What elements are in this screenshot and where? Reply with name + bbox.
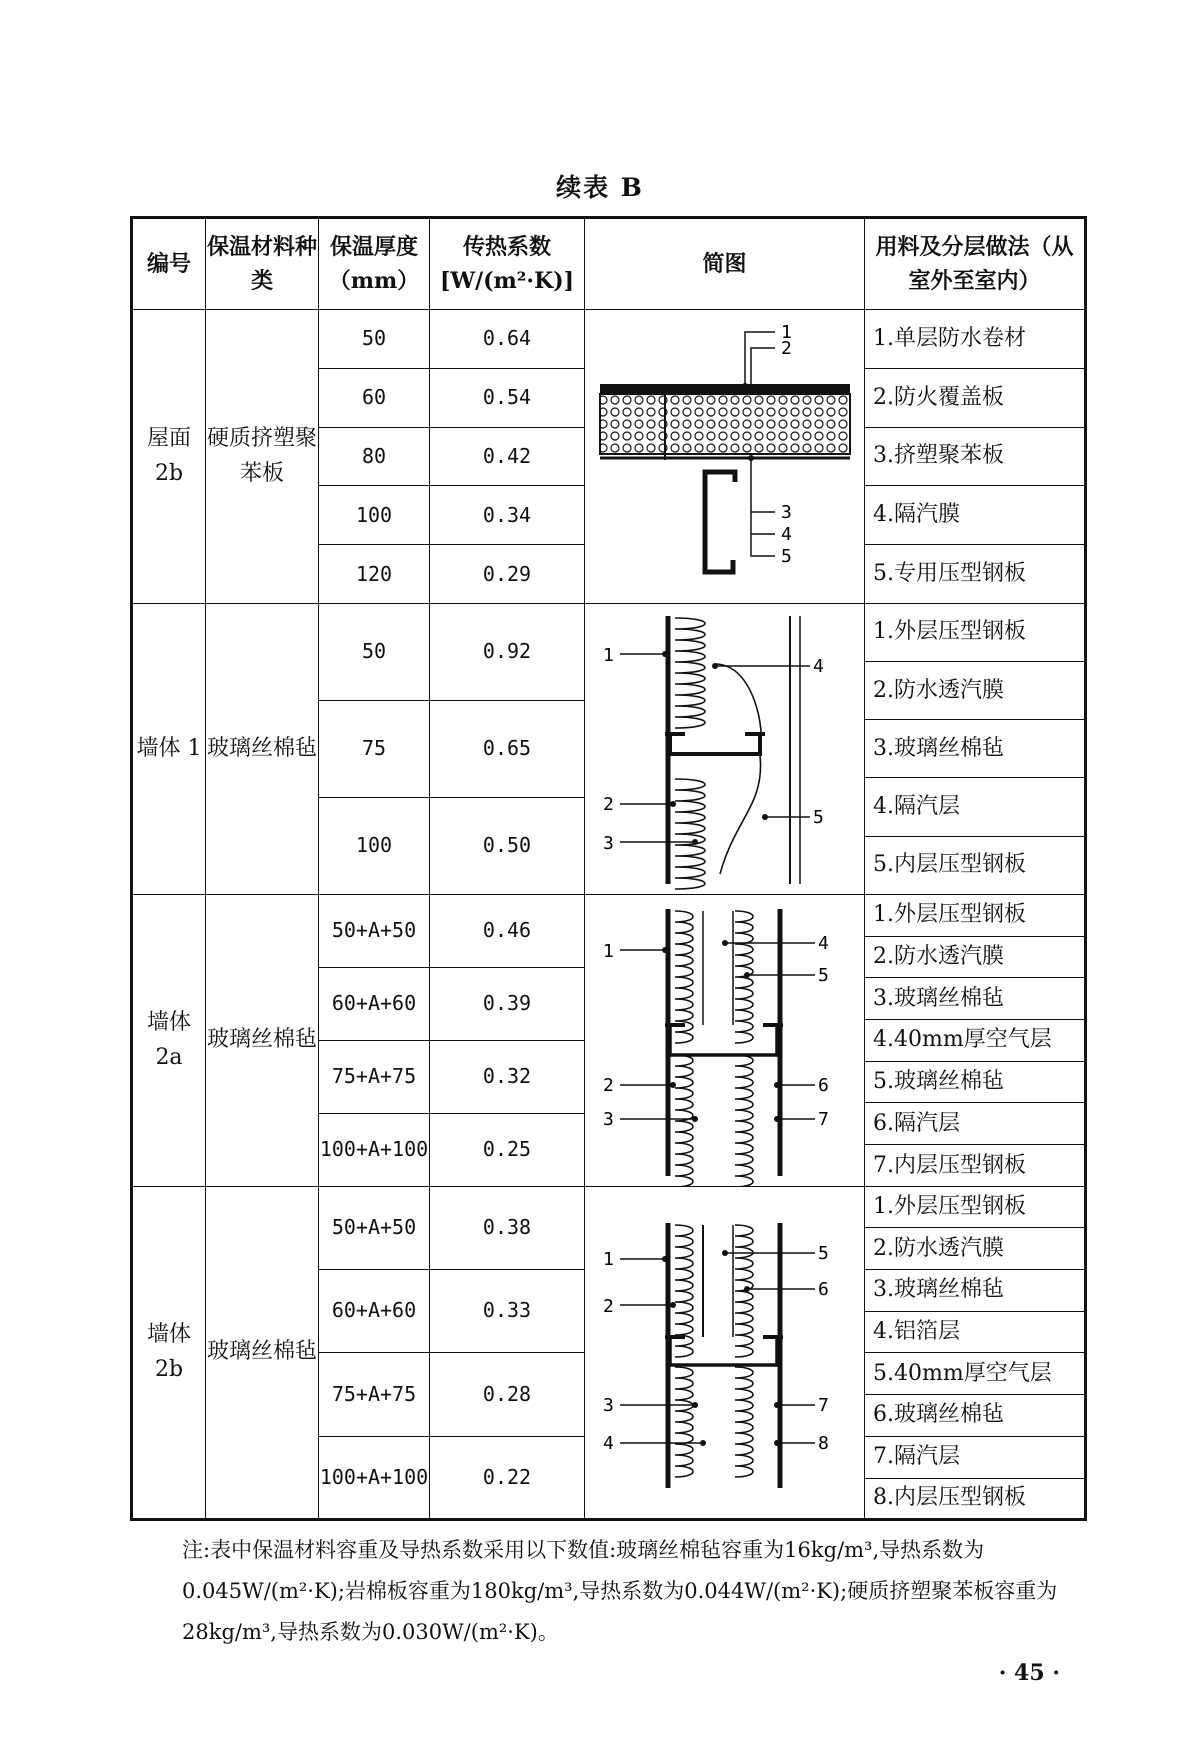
layer-item: 6.隔汽层 (865, 1103, 1086, 1145)
layer-item: 7.隔汽层 (865, 1436, 1086, 1478)
group-material: 玻璃丝棉毡 (206, 895, 319, 1187)
layer-item: 5.专用压型钢板 (865, 545, 1086, 604)
figure-label: 2 (603, 794, 614, 815)
thickness-cell: 75 (319, 700, 430, 797)
layer-item: 5.40mm厚空气层 (865, 1353, 1086, 1395)
figure-label: 6 (818, 1075, 829, 1096)
table-row (132, 604, 1086, 623)
figure-cell (585, 310, 865, 604)
layer-item: 2.防水透汽膜 (865, 1228, 1086, 1269)
thickness-cell: 50 (319, 310, 430, 369)
figure-label: 5 (818, 965, 829, 986)
figure-label: 4 (781, 524, 792, 545)
figure-label: 1 (781, 322, 792, 343)
group-id: 屋面 2b (132, 310, 206, 604)
thickness-cell: 100 (319, 486, 430, 545)
figure-label: 5 (818, 1243, 829, 1264)
figure-label: 4 (818, 933, 829, 954)
header-layers: 用料及分层做法（从室外至室内） (865, 218, 1086, 310)
coef-cell: 0.65 (430, 700, 585, 797)
thickness-cell: 100+A+100 (319, 1436, 430, 1519)
layer-item: 5.内层压型钢板 (865, 836, 1086, 894)
layer-item: 8.内层压型钢板 (865, 1478, 1086, 1519)
page-number: · 45 · (998, 1660, 1060, 1686)
layer-item: 1.外层压型钢板 (865, 895, 1086, 937)
figure-label: 2 (603, 1075, 614, 1096)
figure-label: 1 (603, 1249, 614, 1270)
figure-label: 3 (781, 502, 792, 523)
thickness-cell: 100 (319, 797, 430, 894)
table-row (132, 310, 1086, 369)
thickness-cell: 75+A+75 (319, 1040, 430, 1113)
figure-label: 1 (603, 941, 614, 962)
layer-item: 2.防火覆盖板 (865, 368, 1086, 427)
coef-cell: 0.25 (430, 1113, 585, 1186)
coef-cell: 0.42 (430, 427, 585, 486)
header-thickness: 保温厚度（mm） (319, 218, 430, 310)
layer-item: 1.单层防水卷材 (865, 310, 1086, 369)
coef-cell: 0.22 (430, 1436, 585, 1519)
header-figure: 简图 (585, 218, 865, 310)
figure-label: 5 (813, 807, 824, 828)
figure-label: 3 (603, 1395, 614, 1416)
figure-label: 6 (818, 1279, 829, 1300)
header-coef: 传热系数 [W/(m²·K)] (430, 218, 585, 310)
figure-label: 4 (603, 1433, 614, 1454)
layer-item: 3.玻璃丝棉毡 (865, 978, 1086, 1020)
figure-label: 1 (603, 645, 614, 666)
figure-label: 2 (603, 1296, 614, 1317)
table-row (132, 1187, 1086, 1228)
header-material: 保温材料种类 (206, 218, 319, 310)
layer-item: 4.40mm厚空气层 (865, 1020, 1086, 1062)
wall-2a-diagram (585, 895, 865, 1186)
coef-cell: 0.32 (430, 1040, 585, 1113)
thickness-cell: 75+A+75 (319, 1353, 430, 1436)
wall-2b-diagram (585, 1187, 865, 1518)
layer-item: 3.玻璃丝棉毡 (865, 1269, 1086, 1311)
table-title: 续表 B (556, 173, 644, 202)
header-row (132, 218, 1086, 310)
layer-item: 5.玻璃丝棉毡 (865, 1061, 1086, 1103)
layer-item: 2.防水透汽膜 (865, 661, 1086, 719)
layer-item: 4.隔汽层 (865, 778, 1086, 836)
thickness-cell: 120 (319, 545, 430, 604)
layer-item: 3.挤塑聚苯板 (865, 427, 1086, 486)
layer-item: 4.隔汽膜 (865, 486, 1086, 545)
insulation-table (130, 216, 1087, 1521)
coef-cell: 0.92 (430, 604, 585, 701)
figure-label: 8 (818, 1433, 829, 1454)
figure-cell (585, 895, 865, 1187)
thickness-cell: 50+A+50 (319, 895, 430, 968)
coef-cell: 0.28 (430, 1353, 585, 1436)
group-material: 玻璃丝棉毡 (206, 604, 319, 895)
thickness-cell: 60+A+60 (319, 1269, 430, 1352)
figure-label: 4 (813, 656, 824, 677)
thickness-cell: 50 (319, 604, 430, 701)
figure-cell (585, 604, 865, 895)
group-id: 墙体 2b (132, 1187, 206, 1520)
coef-cell: 0.34 (430, 486, 585, 545)
thickness-cell: 100+A+100 (319, 1113, 430, 1186)
group-id: 墙体 2a (132, 895, 206, 1187)
coef-cell: 0.64 (430, 310, 585, 369)
coef-cell: 0.39 (430, 967, 585, 1040)
table-note (182, 1530, 1087, 1653)
thickness-cell: 60+A+60 (319, 967, 430, 1040)
group-material: 硬质挤塑聚苯板 (206, 310, 319, 604)
coef-cell: 0.29 (430, 545, 585, 604)
header-id: 编号 (132, 218, 206, 310)
thickness-cell: 80 (319, 427, 430, 486)
coef-cell: 0.33 (430, 1269, 585, 1352)
layer-item: 1.外层压型钢板 (865, 1187, 1086, 1228)
figure-label: 3 (603, 833, 614, 854)
layer-item: 2.防水透汽膜 (865, 936, 1086, 978)
note-text: 注:表中保温材料容重及导热系数采用以下数值:玻璃丝棉毡容重为16kg/m³,导热系数为0.045W/(m²·K);岩棉板容重为180kg/m³,导热系数为0.044W/(m²·K);硬质挤塑聚苯板容重为28kg/m³,导热系数为0.030W/(m²·K)。 (182, 1538, 1058, 1644)
group-material: 玻璃丝棉毡 (206, 1187, 319, 1520)
layer-item: 4.铝箔层 (865, 1311, 1086, 1352)
layer-item: 1.外层压型钢板 (865, 604, 1086, 662)
thickness-cell: 50+A+50 (319, 1187, 430, 1270)
coef-cell: 0.46 (430, 895, 585, 968)
figure-label: 3 (603, 1109, 614, 1130)
coef-cell: 0.50 (430, 797, 585, 894)
figure-label: 7 (818, 1395, 829, 1416)
layer-item: 7.内层压型钢板 (865, 1145, 1086, 1187)
figure-label: 5 (781, 546, 792, 567)
layer-item: 6.玻璃丝棉毡 (865, 1395, 1086, 1436)
figure-cell (585, 1187, 865, 1520)
thickness-cell: 60 (319, 368, 430, 427)
figure-label: 7 (818, 1109, 829, 1130)
group-id: 墙体 1 (132, 604, 206, 895)
wall-1-diagram (585, 604, 865, 894)
layer-item: 3.玻璃丝棉毡 (865, 720, 1086, 778)
coef-cell: 0.54 (430, 368, 585, 427)
figure-label: 2 (781, 338, 792, 359)
roof-2b-diagram (585, 310, 865, 603)
table-row (132, 895, 1086, 905)
coef-cell: 0.38 (430, 1187, 585, 1270)
